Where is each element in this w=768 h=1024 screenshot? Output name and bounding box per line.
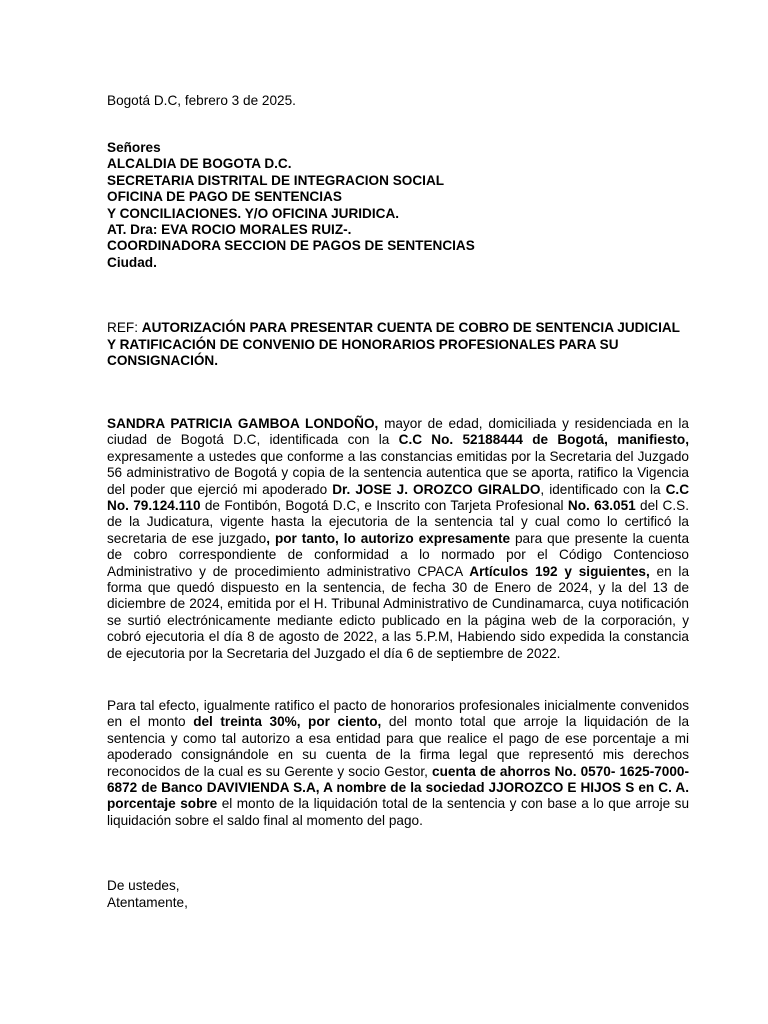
recipient-block <box>107 140 707 271</box>
text-run: de Fontibón, Bogotá D.C, e Inscrito con Tarjeta Profesional <box>200 498 568 514</box>
date-line: Bogotá D.C, febrero 3 de 2025. <box>107 93 296 108</box>
text-run: Para tal efecto, igualmente ratifico el pacto de honorarios profesionales inicialmente convenidos en el monto <box>107 698 689 730</box>
closing-signoff: Atentamente, <box>107 895 188 910</box>
recipient-line-attention: AT. Dra: EVA ROCIO MORALES RUIZ-. <box>107 222 352 238</box>
text-run: del monto total que arroje la liquidación de la sentencia y como tal autorizo a esa entidad para que realice el pago de ese porcentaje a mi apoderado consignándole en su cuenta de la firma legal que representó mis derechos reconocidos de la cual es su Gerente y socio Gestor, <box>107 714 690 779</box>
text-run: , identificado con la <box>540 481 666 497</box>
closing-greeting: De ustedes, <box>107 878 180 893</box>
text-run: del C.S. de la Judicatura, vigente hasta la ejecutoria de la sentencia tal y cual como lo certificó la secretaria de ese juzgado <box>107 498 689 546</box>
recipient-line-salutation: Señores <box>107 140 161 155</box>
bold-text-run: SANDRA PATRICIA GAMBOA LONDOÑO, <box>107 416 379 431</box>
body-paragraph-2 <box>107 698 689 829</box>
text-run: para que presente la cuenta de cobro correspondiente de conformidad a lo normado por el Código Contencioso Administrativo y de procedimiento administrativo CPACA <box>107 530 690 579</box>
body-paragraph-1 <box>107 416 689 662</box>
recipient-line-oficina: OFICINA DE PAGO DE SENTENCIAS <box>107 189 342 205</box>
recipient-line-alcaldia: ALCALDIA DE BOGOTA D.C. <box>107 156 292 172</box>
reference-subject: AUTORIZACIÓN PARA PRESENTAR CUENTA DE COBRO DE SENTENCIA JUDICIAL Y RATIFICACIÓN DE CONVENIO DE HONORARIOS PROFESIONALES PARA SU CONSIGNACIÓN. <box>107 320 680 368</box>
bold-text-run: No. 63.051 <box>567 498 636 514</box>
recipient-line-secretaria: SECRETARIA DISTRITAL DE INTEGRACION SOCIAL <box>107 172 445 188</box>
text-run: expresamente a ustedes que conforme a las constancias emitidas por la Secretaria del Juzgado 56 administrativo de Bogotá y copia de la sentencia autentica que se aporta, ratifico la Vigencia del poder que ejerció mi apoderado <box>107 448 689 497</box>
bold-text-run: Artículos 192 y siguientes, <box>469 563 650 579</box>
text-run: mayor de edad, domiciliada y residenciada en la ciudad de Bogotá D.C, identificada con la <box>107 416 689 448</box>
bold-text-run: , por tanto, lo autorizo expresamente <box>266 530 511 546</box>
bold-text-run: Dr. JOSE J. OROZCO GIRALDO <box>332 481 541 497</box>
recipient-line-ciudad: Ciudad. <box>107 254 157 270</box>
bold-text-run: cuenta de ahorros No. 0570- 1625-7000-6872 de Banco DAVIVIENDA S.A, A nombre de la sociedad JJOROZCO E HIJOS S en C. A. porcentaje sobre <box>107 763 689 812</box>
recipient-line-conciliaciones: Y CONCILIACIONES. Y/O OFICINA JURIDICA. <box>107 205 400 221</box>
bold-text-run: C.C No. 52188444 de Bogotá, manifiesto, <box>398 432 689 448</box>
recipient-line-coordinadora: COORDINADORA SECCION DE PAGOS DE SENTENCIAS <box>107 238 475 254</box>
text-run: el monto de la liquidación total de la sentencia y con base a lo que arroje su liquidación sobre el saldo final al momento del pago. <box>107 796 690 828</box>
closing-block <box>107 877 188 911</box>
bold-text-run: del treinta 30%, por ciento, <box>193 714 382 730</box>
bold-text-run: C.C No. 79.124.110 <box>107 481 690 514</box>
text-run: en la forma que quedó dispuesto en la sentencia, de fecha 30 de Enero de 2024, y la del 13 de diciembre de 2024, emitida por el H. Tribunal Administrativo de Cundinamarca, cuya notificación se surtió electrónicamente mediante edicto publicado en la página web de la corporación, y cobró ejecutoria el día 8 de agosto de 2022, a las 5.P.M, Habiendo sido expedida la constancia de ejecutoria por la Secretaria del Juzgado el día 6 de septiembre de 2022. <box>107 563 689 661</box>
reference-line <box>107 320 689 370</box>
reference-label: REF: <box>107 320 142 335</box>
